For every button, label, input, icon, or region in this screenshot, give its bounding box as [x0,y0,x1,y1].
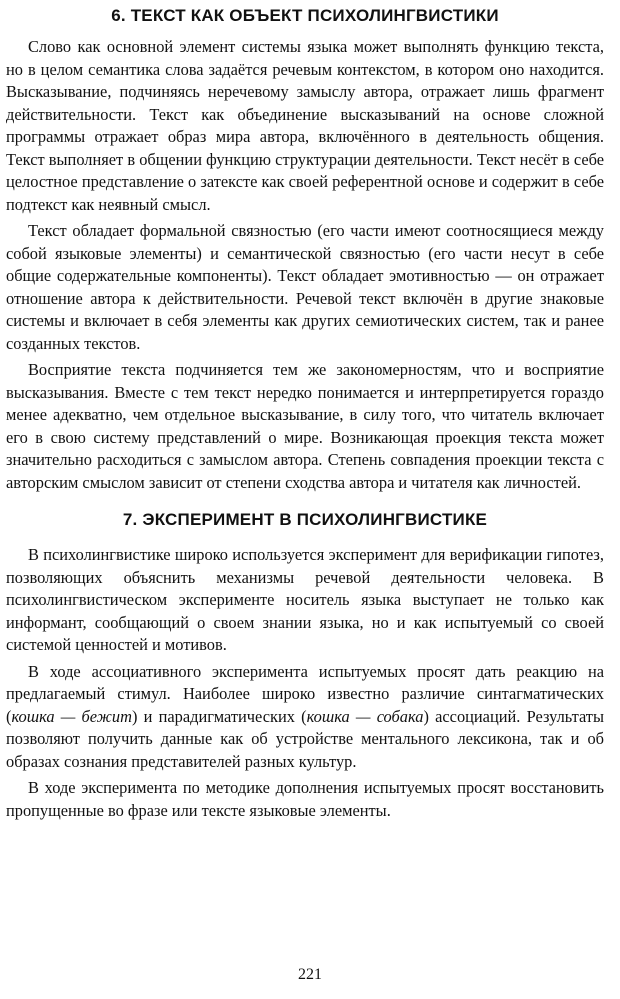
section-6-paragraph-1: Слово как основной элемент системы языка может выполнять функцию текста, но в целом семантика слова задаётся речевым контекстом, в котором оно находится. Высказывание, подчиняясь неречевому замыслу автора, отражает лишь фрагмент действительности. Текст как объединение высказываний на основе сложной программы отражает образ мира автора, включённого в деятельность общения. Текст выполняет в общении функцию структурации деятельности. Текст несёт в себе целостное представление о затексте как своей референтной основе и содержит в себе подтекст как неявный смысл. [6,37,604,214]
section-6-paragraph-3: Восприятие текста подчиняется тем же закономерностям, что и восприятие высказывания. Вместе с тем текст нередко понимается и интерпретируется гораздо менее адекватно, чем отдельное высказывание, в силу того, что читатель включает его в свою систему представлений о мире. Возникающая проекция текста может значительно расходиться с замыслом автора. Степень совпадения проекции текста с авторским смыслом зависит от степени сходства автора и читателя как личностей. [6,360,604,492]
section-6-paragraph-2: Текст обладает формальной связностью (его части имеют соотносящиеся между собой языковые элементы) и семантической связностью (его части несут в себе общие содержательные компоненты). Текст обладает эмотивностью — он отражает отношение автора к действительности. Речевой текст включён в другие знаковые системы и включает в себя элементы как других семиотических систем, так и ранее созданных текстов. [6,221,604,353]
example-paradigmatic: кошка — собака [306,706,424,726]
section-7-heading: 7. ЭКСПЕРИМЕНТ В ПСИХОЛИНГВИСТИКЕ [122,510,488,529]
paragraph-text: В ходе ассоциативного эксперимента испытуемых просят дать реакцию на предлагаемый стимул. Наиболее широко известно различие синтагматических ( [6,661,604,726]
section-7-paragraph-1: В психолингвистике широко используется эксперимент для верификации гипотез, позволяющих объяснить механизмы речевой деятельности человека. В психолингвистическом эксперименте носитель языка выступает не только как информант, сообщающий о своем знании языка, но и как испытуемый со своей системой ценностей и мотивов. [6,545,604,654]
section-6-heading: 6. ТЕКСТ КАК ОБЪЕКТ ПСИХОЛИНГВИСТИКИ [111,6,499,25]
page-number: 221 [298,966,322,983]
example-syntagmatic: кошка — бежит [11,706,132,726]
section-7-paragraph-2 [6,661,604,774]
paragraph-text: ) и парадигматических ( [131,706,307,726]
section-7-paragraph-3: В ходе эксперимента по методике дополнения испытуемых просят восстановить пропущенные во фразе или тексте языковые элементы. [6,778,604,820]
paragraph-text: ) ассоциаций. Результаты позволяют получить данные как об устройстве ментального лексикона, так и об образах сознания представителей разных культур. [6,706,604,771]
